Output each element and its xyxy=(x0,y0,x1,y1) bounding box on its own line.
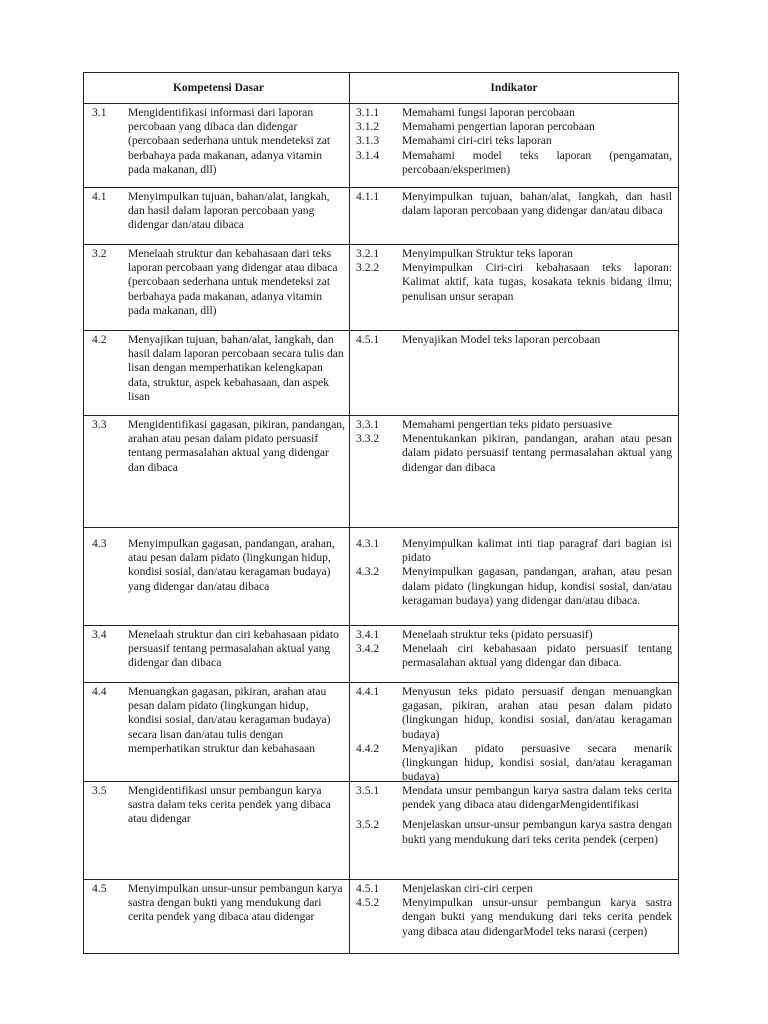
indicator-text: Menyimpulkan tujuan, bahan/alat, langkah, dan hasil dalam laporan percobaan yang didengar dan/atau dibaca xyxy=(402,190,672,218)
table-row xyxy=(84,187,678,244)
indicator-item xyxy=(356,418,672,432)
kd-number: 4.4 xyxy=(92,685,107,698)
indicator-text: Menyimpulkan gagasan, pandangan, arahan, atau pesan dalam pidato (lingkungan hidup, kondisi sosial, dan/atau keragaman budaya) yang didengar dan/atau dibaca. xyxy=(402,565,672,607)
indicator-cell xyxy=(350,104,678,187)
indicator-item xyxy=(356,134,672,148)
kd-text: Mengidentifikasi informasi dari laporan percobaan yang dibaca dan didengar (percobaan sederhana untuk mendeteksi zat berbahaya pada makanan, adanya vitamin pada makanan, dll) xyxy=(128,106,331,176)
indicator-number: 4.3.2 xyxy=(356,565,380,579)
kd-number: 3.4 xyxy=(92,628,107,641)
indicator-item xyxy=(356,333,672,347)
competency-table xyxy=(83,72,679,954)
indicator-item xyxy=(356,628,672,642)
table-row xyxy=(84,244,678,330)
table-row xyxy=(84,330,678,415)
kd-number: 4.3 xyxy=(92,537,107,550)
indicator-item xyxy=(356,149,672,177)
indicator-text: Mendata unsur pembangun karya sastra dalam teks cerita pendek yang dibaca atau didengarMengidentifikasi xyxy=(402,784,672,812)
indicator-text: Memahami ciri-ciri teks laporan xyxy=(402,134,552,148)
indicator-text: Menjelaskan ciri-ciri cerpen xyxy=(402,882,533,895)
indicator-item xyxy=(356,106,672,120)
kd-number: 3.3 xyxy=(92,418,107,431)
indicator-number: 3.4.2 xyxy=(356,642,380,656)
kd-cell xyxy=(84,331,350,415)
kd-text: Menelaah struktur dan ciri kebahasaan pidato persuasif tentang permasalahan aktual yang didengar dan dibaca xyxy=(128,628,339,670)
kd-text: Menyimpulkan unsur-unsur pembangun karya sastra dengan bukti yang mendukung dari cerita pendek yang dibaca atau didengar xyxy=(128,882,343,924)
indicator-item xyxy=(356,642,672,670)
indicator-item xyxy=(356,261,672,304)
indicator-text: Menelaah struktur teks (pidato persuasif) xyxy=(402,628,593,641)
kd-cell xyxy=(84,104,350,187)
indicator-cell xyxy=(350,245,678,330)
table-row xyxy=(84,682,678,784)
indicator-number: 3.1.1 xyxy=(356,106,380,119)
table-row xyxy=(84,879,678,953)
indicator-item xyxy=(356,896,672,939)
indicator-number: 4.4.2 xyxy=(356,741,380,755)
indicator-text: Menyusun teks pidato persuasif dengan menuangkan gagasan, pikiran, arahan atau pesan dalam pidato (lingkungan hidup, kondisi sosial, dan/atau keragaman budaya) xyxy=(402,685,672,741)
header-kompetensi-dasar: Kompetensi Dasar xyxy=(84,73,350,103)
indicator-number: 3.5.2 xyxy=(356,818,380,832)
kd-text: Menyajikan tujuan, bahan/alat, langkah, dan hasil dalam laporan percobaan secara tulis dan lisan dengan memperhatikan kelengkapan data, struktur, aspek kebahasaan, dan aspek lisan xyxy=(128,333,344,403)
kd-text: Menyimpulkan tujuan, bahan/alat, langkah, dan hasil dalam laporan percobaan yang didengar dan/atau dibaca xyxy=(128,190,330,232)
indicator-cell xyxy=(350,416,678,527)
indicator-number: 4.5.2 xyxy=(356,896,380,910)
table-header xyxy=(84,73,678,103)
table-row xyxy=(84,781,678,879)
indicator-number: 4.5.1 xyxy=(356,882,380,895)
kd-number: 3.1 xyxy=(92,106,107,119)
indicator-text: Memahami pengertian teks pidato persuasive xyxy=(402,418,612,431)
indicator-cell xyxy=(350,626,678,682)
kd-text: Menuangkan gagasan, pikiran, arahan atau pesan dalam pidato (lingkungan hidup, kondisi sosial, dan/atau keragaman budaya) secara lisan dan/atau tulis dengan memperhatikan struktur dan kebahasaan xyxy=(128,685,331,755)
indicator-item xyxy=(356,818,672,846)
indicator-item xyxy=(356,685,672,742)
indicator-text: Memahami pengertian laporan percobaan xyxy=(402,120,595,134)
kd-text: Menyimpulkan gagasan, pandangan, arahan, atau pesan dalam pidato (lingkungan hidup, kondisi sosial, dan/atau keragaman budaya) yang didengar dan/atau dibaca xyxy=(128,537,335,593)
indicator-text: Menjelaskan unsur-unsur pembangun karya sastra dengan bukti yang mendukung dari teks cerita pendek (cerpen) xyxy=(402,818,672,846)
kd-number: 3.2 xyxy=(92,247,107,260)
indicator-number: 4.5.1 xyxy=(356,333,380,346)
table-row xyxy=(84,625,678,682)
indicator-cell xyxy=(350,331,678,415)
indicator-item xyxy=(356,537,672,565)
indicator-number: 3.2.1 xyxy=(356,247,380,260)
indicator-number: 3.5.1 xyxy=(356,784,380,797)
indicator-number: 3.1.3 xyxy=(356,134,380,148)
indicator-number: 3.3.1 xyxy=(356,418,380,431)
indicator-cell xyxy=(350,880,678,953)
indicator-text: Menyajikan Model teks laporan percobaan xyxy=(402,333,601,346)
kd-number: 3.5 xyxy=(92,784,107,797)
indicator-number: 3.2.2 xyxy=(356,261,380,275)
header-indikator: Indikator xyxy=(490,81,538,94)
indicator-text: Menyajikan pidato persuasive secara menarik (lingkungan hidup, kondisi sosial, dan/atau keragaman budaya) xyxy=(402,741,672,784)
indicator-text: Menyimpulkan unsur-unsur pembangun karya sastra dengan bukti yang mendukung dari teks cerita pendek yang dibaca atau didengarModel teks narasi (cerpen) xyxy=(402,896,672,938)
kd-number: 4.1 xyxy=(92,190,107,203)
kd-cell xyxy=(84,782,350,879)
indicator-cell xyxy=(350,188,678,244)
kd-number: 4.5 xyxy=(92,882,107,895)
indicator-text: Menentukankan pikiran, pandangan, arahan atau pesan dalam pidato persuasif tentang permasalahan aktual yang didengar dan dibaca xyxy=(402,432,672,474)
table-row xyxy=(84,527,678,625)
indicator-item xyxy=(356,565,672,608)
kd-cell xyxy=(84,416,350,527)
indicator-text: Menyimpulkan kalimat inti tiap paragraf dari bagian isi pidato xyxy=(402,537,672,565)
kd-cell xyxy=(84,245,350,330)
indicator-number: 4.3.1 xyxy=(356,537,380,550)
indicator-number: 3.4.1 xyxy=(356,628,380,641)
indicator-text: Memahami fungsi laporan percobaan xyxy=(402,106,575,119)
kd-cell xyxy=(84,880,350,953)
indicator-item xyxy=(356,190,672,218)
indicator-item xyxy=(356,742,672,785)
kd-cell xyxy=(84,683,350,781)
indicator-item xyxy=(356,247,672,261)
kd-text: Mengidentifikasi unsur pembangun karya sastra dalam teks cerita pendek yang dibaca atau didengar xyxy=(128,784,331,826)
indicator-cell xyxy=(350,782,678,879)
kd-cell xyxy=(84,626,350,682)
indicator-item xyxy=(356,784,672,812)
indicator-number: 4.4.1 xyxy=(356,685,380,698)
indicator-text: Menelaah ciri kebahasaan pidato persuasif tentang permasalahan aktual yang didengar dan dibaca. xyxy=(402,642,672,670)
table-row xyxy=(84,415,678,527)
indicator-number: 4.1.1 xyxy=(356,190,380,203)
kd-text: Mengidentifikasi gagasan, pikiran, pandangan, arahan atau pesan dalam pidato persuasif tentang permasalahan aktual yang didengar dan dibaca xyxy=(128,418,345,474)
indicator-number: 3.3.2 xyxy=(356,432,380,446)
indicator-text: Memahami model teks laporan (pengamatan, percobaan/eksperimen) xyxy=(402,148,672,176)
kd-cell xyxy=(84,528,350,625)
indicator-number: 3.1.4 xyxy=(356,148,380,162)
indicator-item xyxy=(356,432,672,475)
indicator-cell xyxy=(350,528,678,625)
table-row xyxy=(84,103,678,187)
indicator-item xyxy=(356,120,672,134)
kd-cell xyxy=(84,188,350,244)
kd-number: 4.2 xyxy=(92,333,107,346)
indicator-text: Menyimpulkan Ciri-ciri kebahasaan teks laporan: Kalimat aktif, kata tugas, kosakata teknis bidang ilmu; penulisan unsur serapan xyxy=(402,261,672,303)
indicator-number: 3.1.2 xyxy=(356,120,380,134)
kd-text: Menelaah struktur dan kebahasaan dari teks laporan percobaan yang didengar atau dibaca (percobaan sederhana untuk mendeteksi zat berbahaya pada makanan, adanya vitamin pada makanan, dll) xyxy=(128,247,338,317)
indicator-text: Menyimpulkan Struktur teks laporan xyxy=(402,247,573,260)
indicator-cell xyxy=(350,683,678,784)
indicator-item xyxy=(356,882,672,896)
